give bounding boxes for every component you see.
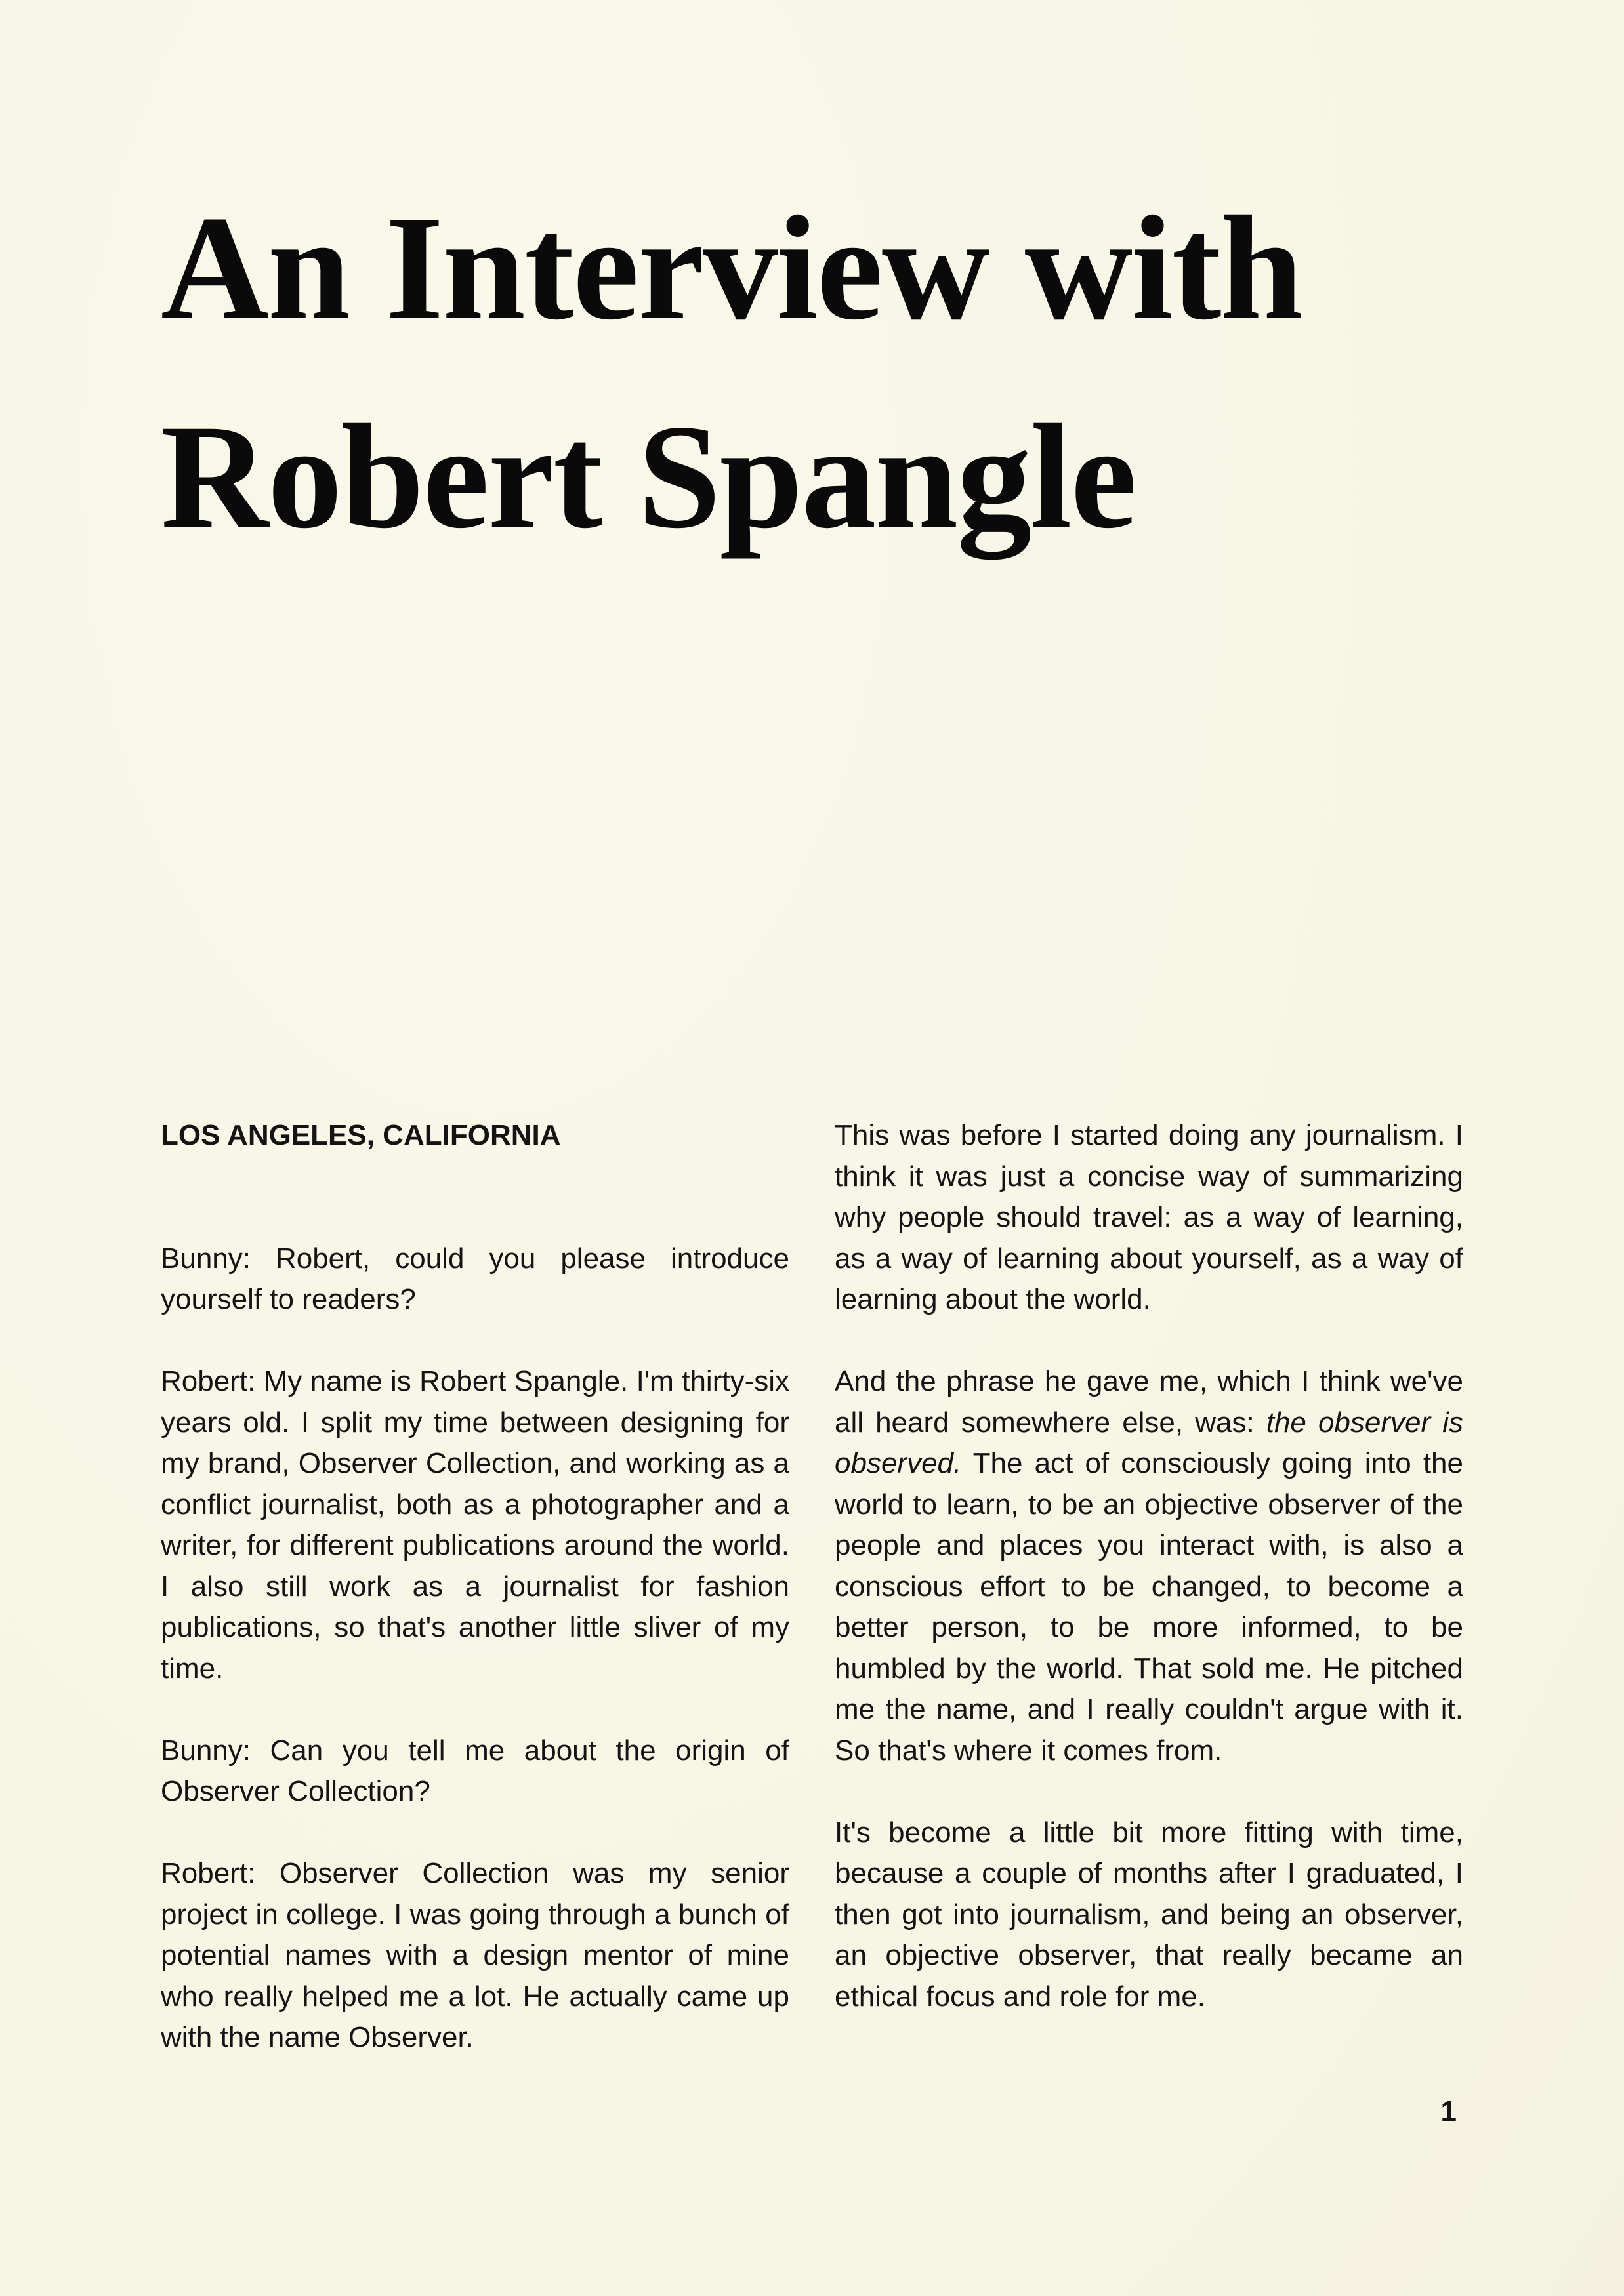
paragraph-answer-origin: Robert: Observer Collection was my senior project in college. I was going through a bunch of potential names with a design mentor of mine who really helped me a lot. He actually came up with the name Observer. [161, 1857, 789, 2053]
paragraph-answer-intro: Robert: My name is Robert Spangle. I'm thirty-six years old. I split my time between designing for my brand, Observer Collection, and working as a conflict journalist, both as a photographer and a writer, for different publications around the world. I also still work as a journalist for fashion publications, so that's another little sliver of my time. [161, 1365, 789, 1685]
title-line-2: Robert Spangle [161, 394, 1136, 560]
phrase-italic: the observer is observed. [835, 1406, 1463, 1479]
dateline: LOS ANGELES, CALIFORNIA [161, 1119, 561, 1151]
left-column [161, 1115, 789, 2099]
paragraph-phrase [835, 1361, 1463, 1771]
page-number: 1 [1440, 2095, 1457, 2127]
title-line-1: An Interview with [161, 186, 1302, 351]
phrase-text-end: The act of consciously going into the world to learn, to be an objective observer of the people and places you interact with, is also a conscious effort to be changed, to become a better person, to be more informed, to be humbled by the world. That sold me. He pitched me the name, and I really couldn't argue with it. So that's where it comes from. [835, 1447, 1463, 1767]
phrase-text-start: And the phrase he gave me, which I think we've all heard somewhere else, was: [835, 1365, 1463, 1439]
paragraph-question-intro: Bunny: Robert, could you please introduce yourself to readers? [161, 1242, 789, 1315]
right-column [835, 1115, 1463, 2059]
paragraph-travel: This was before I started doing any journalism. I think it was just a concise way of summarizing why people should travel: as a way of learning, as a way of learning about yourself, as a way of learning about the world. [835, 1119, 1463, 1315]
page-title [161, 164, 1473, 581]
paragraph-question-origin: Bunny: Can you tell me about the origin of Observer Collection? [161, 1734, 789, 1807]
paragraph-fitting: It's become a little bit more fitting with time, because a couple of months after I graduated, I then got into journalism, and being an observer, an objective observer, that really became an ethical focus and role for me. [835, 1816, 1463, 2013]
